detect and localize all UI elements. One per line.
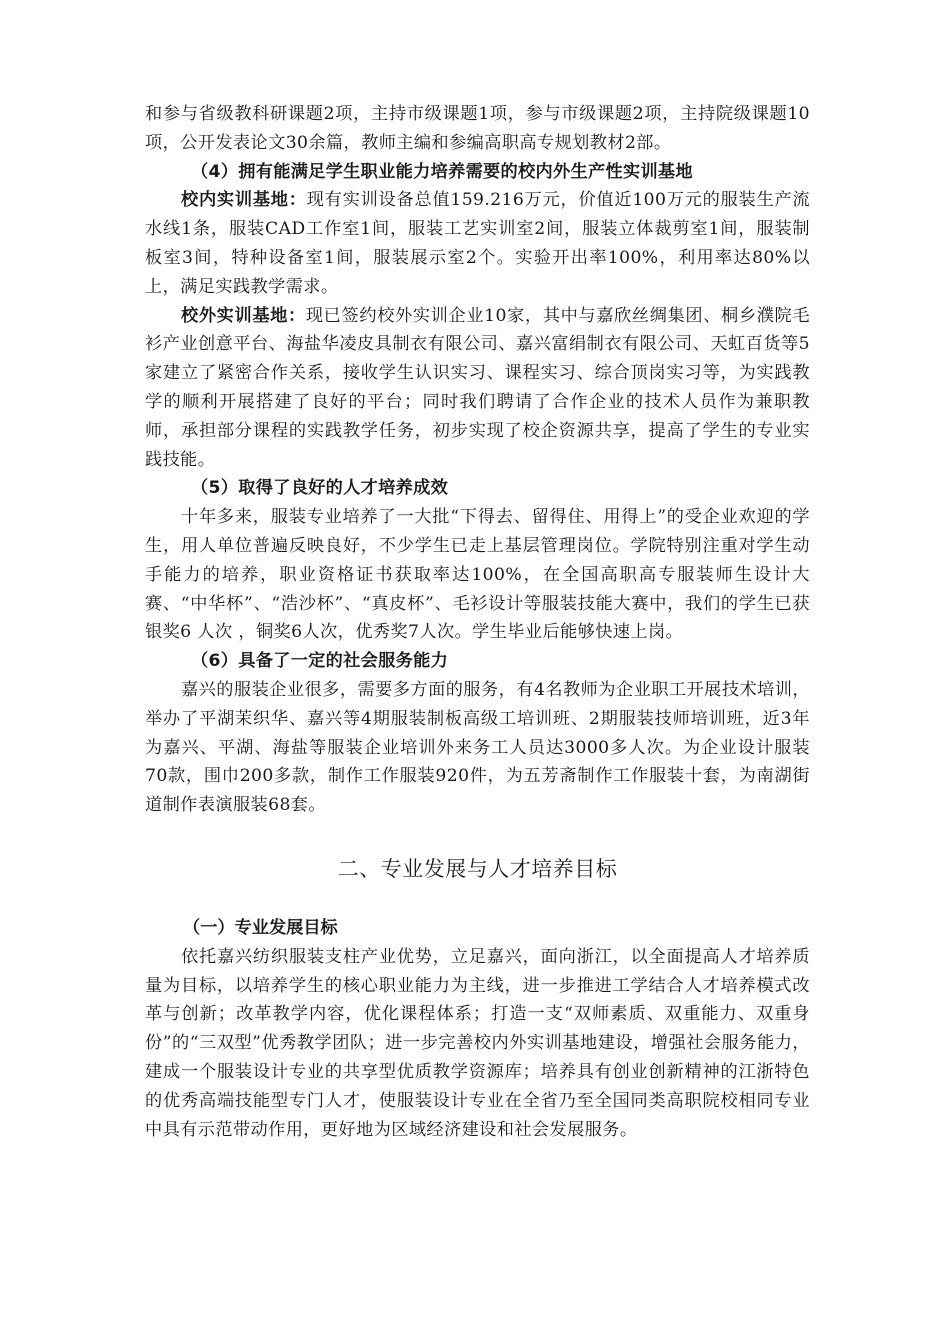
external-base-label: 校外实训基地： — [181, 305, 306, 326]
heading-training-results: （5）取得了良好的人才培养成效 — [191, 478, 449, 499]
internal-base-label: 校内实训基地： — [181, 190, 307, 211]
paragraph-research-projects: 和参与省级教科研课题2项，主持市级课题1项，参与市级课题2项，主持院级课题10项，公开发表论文30余篇，教师主编和参编高职高专规划教材2部。 — [145, 104, 810, 153]
section-title-development-goals: 二、专业发展与人才培养目标 — [337, 856, 618, 881]
internal-base-body: 现有实训设备总值159.216万元，价值近100万元的服装生产流水线1条，服装CAD工作室1间，服装工艺实训室2间，服装立体裁剪室1间，服装制板室3间，特种设备室1间，服装展示室2个。实验开出率100%，利用率达80%以上，满足实践教学需求。 — [145, 190, 810, 297]
external-base-body: 现已签约校外实训企业10家，其中与嘉欣丝绸集团、桐乡濮院毛衫产业创意平台、海盐华凌皮具制衣有限公司、嘉兴富绢制衣有限公司、天虹百货等5家建立了紧密合作关系，接收学生认识实习、课程实习、综合顶岗实习等，为实践教学的顺利开展搭建了良好的平台；同时我们聘请了合作企业的技术人员作为兼职教师，承担部分课程的实践教学任务，初步实现了校企资源共享，提高了学生的专业实践技能。 — [145, 305, 810, 470]
heading-social-service: （6）具备了一定的社会服务能力 — [191, 651, 449, 672]
paragraph-social-service: 嘉兴的服装企业很多，需要多方面的服务，有4名教师为企业职工开展技术培训，举办了平湖茉织华、嘉兴等4期服装制板高级工培训班、2期服装技师培训班，近3年为嘉兴、平湖、海盐等服装企业培训外来务工人员达3000多人次。为企业设计服装70款，围巾200多款，制作工作服装920件，为五芳斋制作工作服装十套，为南湖街道制作表演服装68套。 — [145, 679, 810, 816]
document-page — [145, 100, 810, 1144]
subsection-title-professional-goals: （一）专业发展目标 — [183, 917, 338, 938]
paragraph-internal-base — [145, 186, 810, 301]
paragraph-training-results: 十年多来，服装专业培养了一大批“下得去、留得住、用得上”的受企业欢迎的学生，用人单位普遍反映良好，不少学生已走上基层管理岗位。学院特别注重对学生动手能力的培养，职业资格证书获取率达100%，在全国高职高专服装师生设计大赛、“中华杯”、“浩沙杯”、“真皮杯”、毛衫设计等服装技能大赛中，我们的学生已获银奖6 人次 ，铜奖6人次，优秀奖7人次。学生毕业后能够快速上岗。 — [145, 507, 810, 643]
paragraph-external-base — [145, 302, 810, 475]
paragraph-professional-goals: 依托嘉兴纺织服装支柱产业优势，立足嘉兴，面向浙江，以全面提高人才培养质量为目标，以培养学生的核心职业能力为主线，进一步推进工学结合人才培养模式改革与创新；改革教学内容，优化课程体系；打造一支“双师素质、双重能力、双重身份”的“三双型”优秀教学团队；进一步完善校内外实训基地建设，增强社会服务能力，建成一个服装设计专业的共享型优质教学资源库；培养具有创业创新精神的江浙特色的优秀高端技能型专门人才，使服装设计专业在全省乃至全国同类高职院校相同专业中具有示范带动作用，更好地为区域经济建设和社会发展服务。 — [145, 946, 810, 1140]
heading-training-base: （4）拥有能满足学生职业能力培养需要的校内外生产性实训基地 — [191, 161, 693, 182]
